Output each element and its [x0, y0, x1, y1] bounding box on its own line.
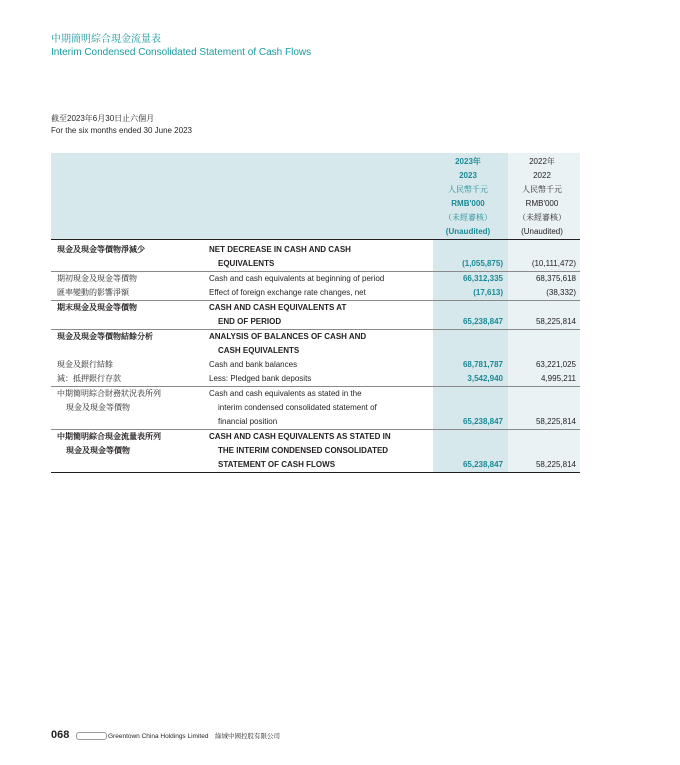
table-row: 期末現金及現金等價物 CASH AND CASH EQUIVALENTS AT END OF PERIOD 65,238,847 58,225,814	[51, 301, 580, 330]
col-2022-header: 2022年 2022 人民幣千元 RMB'000 （未經審核） (Unaudited)	[508, 153, 580, 240]
period-caption	[51, 113, 192, 136]
table-row: 中期簡明綜合現金流量表所列 現金及現金等價物 CASH AND CASH EQUIVALENTS AS STATED IN THE INTERIM CONDENSED CONSOLIDATED STATEMENT OF CASH FLOWS 65,238,847 58,225,814	[51, 430, 580, 473]
table-row: 中期簡明綜合財務狀況表所列 現金及現金等價物 Cash and cash equivalents as stated in the interim condensed consolidated statement of financial position 65,238,847 58,225,814	[51, 387, 580, 430]
table-row: 匯率變動的影響淨額 Effect of foreign exchange rate changes, net (17,613) (38,332)	[51, 286, 580, 301]
title-en: Interim Condensed Consolidated Statement of Cash Flows	[51, 47, 312, 58]
period-zh: 截至2023年6月30日止六個月	[51, 114, 155, 123]
col-2023-header: 2023年 2023 人民幣千元 RMB'000 （未經審核） (Unaudited)	[433, 153, 508, 240]
footer-company: Greentown China Holdings Limited 綠城中國控股有限公司	[108, 733, 280, 740]
cash-flow-table	[51, 153, 580, 473]
period-en: For the six months ended 30 June 2023	[51, 125, 192, 135]
page-number: 068	[51, 729, 70, 741]
title-zh: 中期簡明綜合現金流量表	[51, 34, 161, 45]
table-row: 減：抵押銀行存款 Less: Pledged bank deposits 3,542,940 4,995,211	[51, 372, 580, 387]
table-row: 期初現金及現金等價物 Cash and cash equivalents at beginning of period 66,312,335 68,375,618	[51, 272, 580, 287]
table-row: 現金及銀行結餘 Cash and bank balances 68,781,787 63,221,025	[51, 358, 580, 372]
footer-divider	[76, 732, 107, 740]
page-header	[51, 33, 311, 59]
table-row: 現金及現金等價物淨減少 NET DECREASE IN CASH AND CASH EQUIVALENTS (1,055,875) (10,111,472)	[51, 240, 580, 272]
table-row: 現金及現金等價物結餘分析 ANALYSIS OF BALANCES OF CASH AND CASH EQUIVALENTS	[51, 330, 580, 359]
